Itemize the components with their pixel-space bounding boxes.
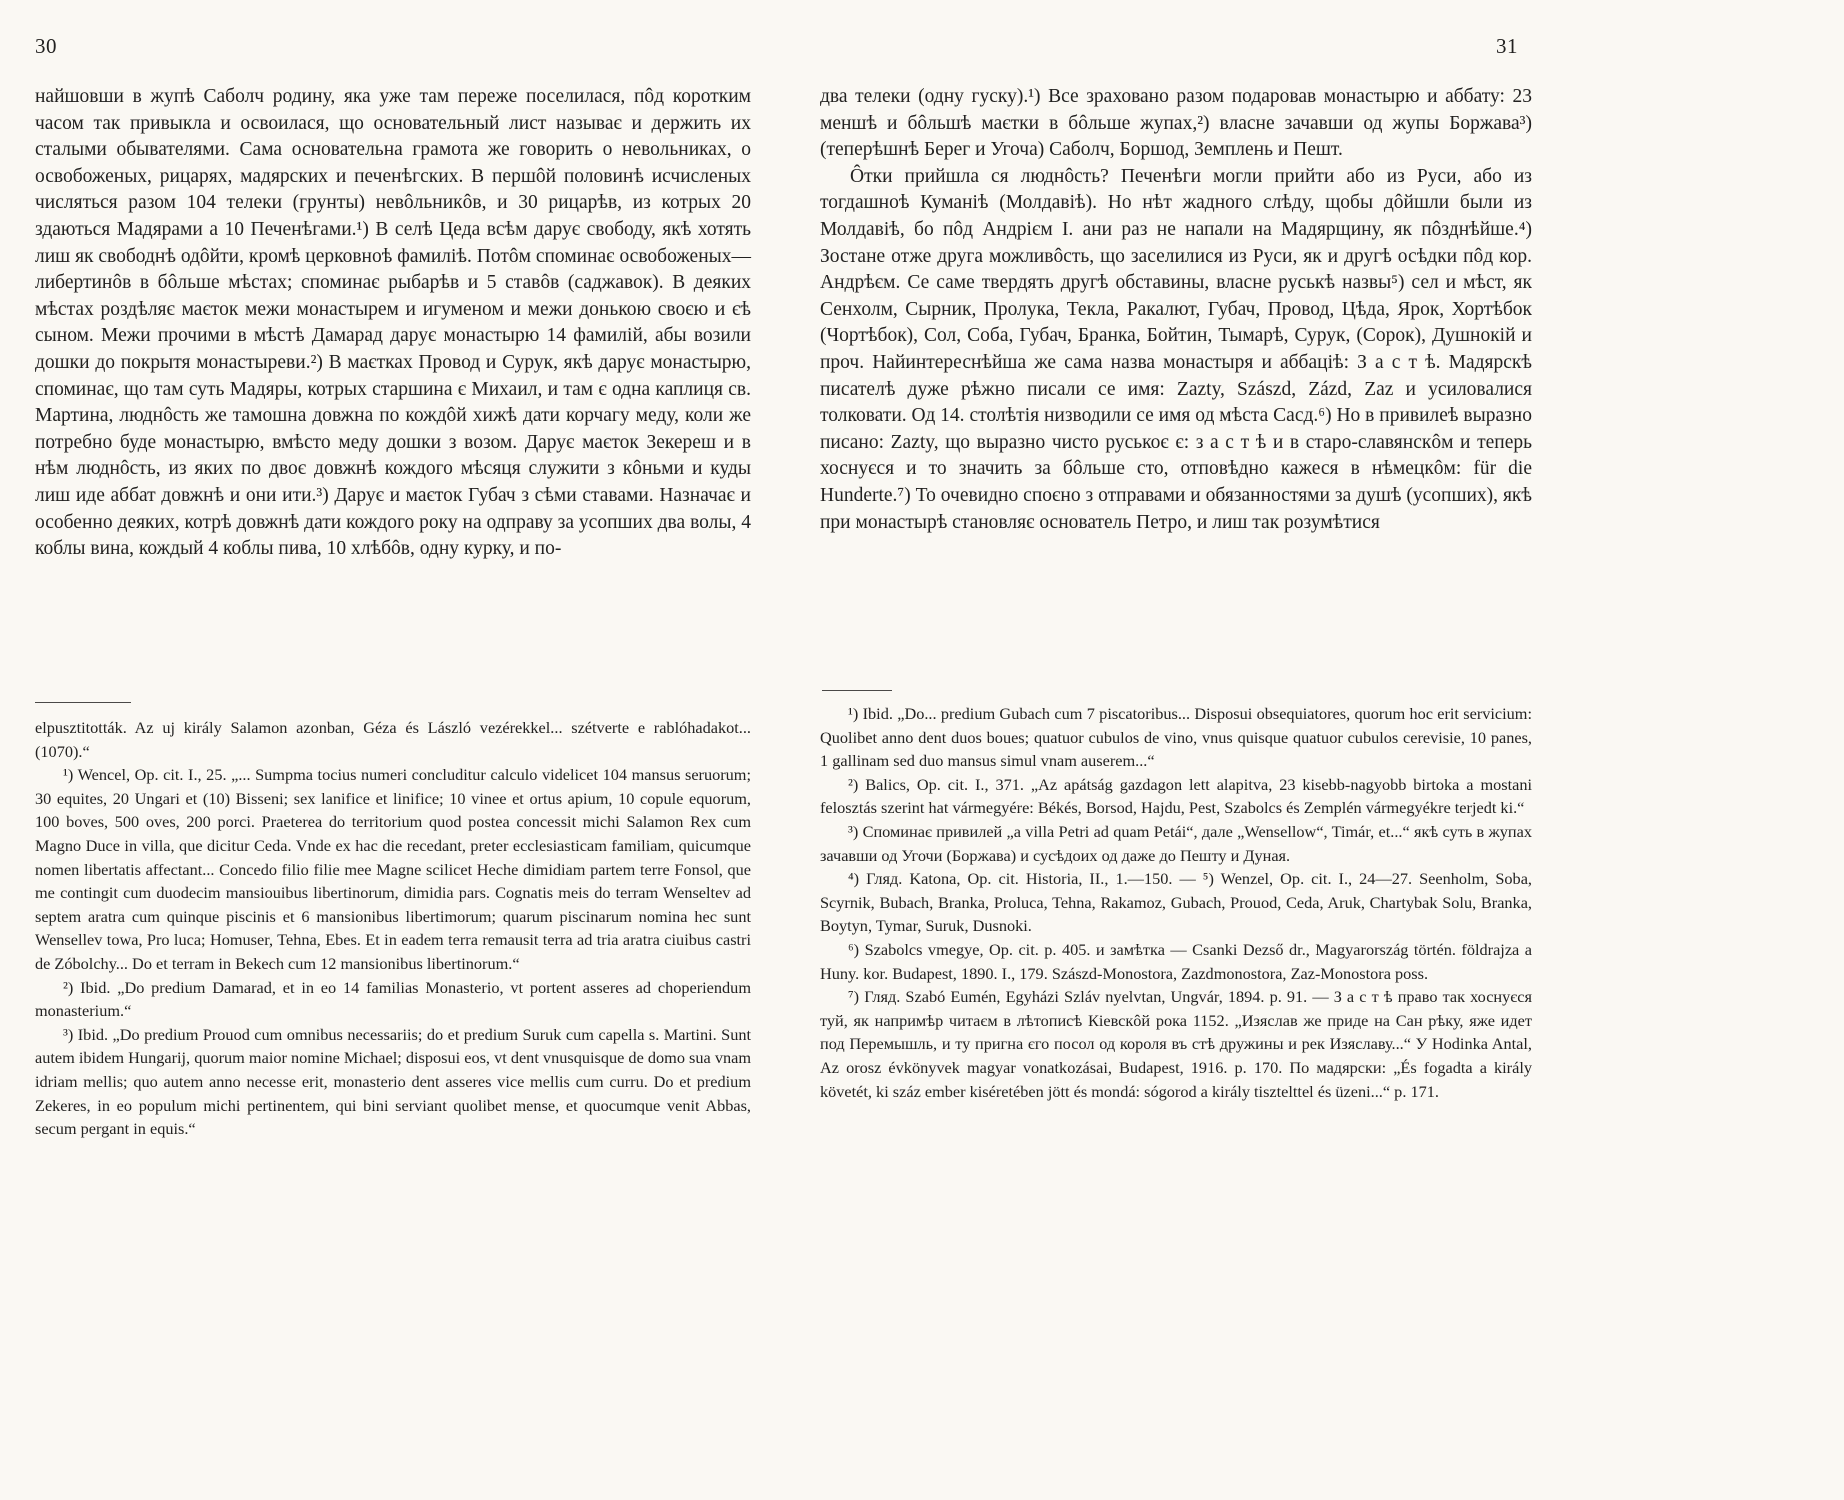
footnote-6: ⁶) Szabolcs vmegye, Op. cit. p. 405. и замѣтка — Csanki Dezső dr., Magyarország történ. földrajza a Huny. kor. Budapest, 1890. I., 179. Szászd-Monostora, Zazdmonostora, Zaz-Monostora poss. (820, 939, 1532, 983)
footnote-3: ³) Споминає привилей „a villa Petri ad quam Petái“, дале „Wensellow“, Timár, et...“ якѣ суть в жупах зачавши од Угочи (Боржава) и сусѣдоих од даже до Пешту и Дуная. (820, 821, 1532, 865)
footnote-separator (35, 702, 131, 703)
footnote-continuation: elpusztitották. Az uj király Salamon azonban, Géza és László vezérekkel... szétverte e rablóhadakot... (1070).“ (35, 718, 751, 761)
paragraph: найшовши в жупѣ Саболч родину, яка уже там переже поселилася, пôд коротким часом так привыкла и освоилася, що основательный лист называє и держить их сталыми обывателями. Сама основательна грамота же говорить о невольниках, о освобоженых, рицарях, мадярских и печенѣгских. В першôй половинѣ исчисленых числяться разом 104 телеки (грунты) невôльникôв, и 30 рицарѣв, из котрых 20 здаються Мадярами а 10 Печенѣгами.¹) В селѣ Цеда всѣм дарує свободу, якѣ хотять лиш як свободнѣ одôйти, кромѣ церковноѣ фамиліѣ. Потôм споминає освобоженых—либертинôв в бôльше мѣстах; споминає рыбарѣв и 5 ставôв (саджавок). В деяких мѣстах роздѣляє маєток межи монастырем и игуменом и межи донькою своєю и єѣ сыном. Межи прочими в мѣстѣ Дамарад дарує монастырю 14 фамилій, абы возили дошки до покрытя монастыреви.²) В маєтках Провод и Сурук, якѣ дарує монастырю, споминає, що там суть Мадяры, котрых старшина є Михаил, и там є одна каплиця св. Мартина, люднôсть же тамошна довжна по кождôй хижѣ дати корчагу меду, коли же потребно буде монастырю, вмѣсто меду дошки з возом. Дарує маєток Зекереш и в нѣм люднôсть, из яких по двоє довжнѣ кождого мѣсяця служити з кôньми и куды лиш иде аббат довжнѣ и они ити.³) Дарує и маєток Губач з сѣми ставами. Назначає и особенно деяких, котрѣ довжнѣ дати кождого року на одправу за усопших два волы, 4 коблы вина, кождый 4 коблы пива, 10 хлѣбôв, одну курку, и по- (35, 86, 751, 560)
paragraph: два телеки (одну гуску).¹) Все зраховано разом подаровав монастырю и аббату: 23 меншѣ и бôльшѣ маєтки в бôльше жупах,²) власне зачавши од жупы Боржава³) (теперѣшнѣ Берег и Угоча) Саболч, Боршод, Земплень и Пешт. (820, 86, 1532, 161)
paragraph: Ôтки прийшла ся люднôсть? Печенѣги могли прийти або из Руси, або из тогдашноѣ Куманіѣ (Молдавіѣ). Но нѣт жадного слѣду, щобы дôйшли были из Молдавіѣ, бо пôд Андрієм I. ани раз не напали на Мадярщину, як пôзднѣйше.⁴) Зостане отже друга можливôсть, що заселилися из Руси, як и другѣ осѣдки пôд кор. Андрѣєм. Се саме твердять другѣ обставины, власне руськѣ назвы⁵) сел и мѣст, як Сенхолм, Сырник, Пролука, Текла, Ракалют, Губач, Провод, Цѣда, Ярок, Хортѣбок (Чортѣбок), Сол, Соба, Губач, Бранка, Бойтин, Тымарѣ, Сурук, (Сорок), Душнокій и проч. Найинтереснѣйша же сама назва монастыря и аббаціѣ: З а с т ѣ. Мадярскѣ писателѣ дуже рѣжно писали се имя: Zazty, Szászd, Zázd, Zaz и усиловалися толковати. Од 14. столѣтія низводили се имя од мѣста Сасд.⁶) Но в привилеѣ выразно писано: Zazty, що выразно чисто руськоє є: з а с т ѣ и в старо-славянскôм и теперь хоснуєся и то значить за бôльше сто, отповѣдно кажеся в нѣмецкôм: für die Hunderte.⁷) То очевидно споєно з отправами и обязанностями за душѣ (усопших), якѣ при монастырѣ становляє основатель Петро, и лиш так розумѣтися (820, 165, 1532, 533)
page-number-left: 30 (35, 34, 57, 58)
footnote-1: ¹) Ibid. „Do... predium Gubach cum 7 piscatoribus... Disposui obsequiatores, quorum hoc erit servicium: Quolibet anno dent duos boues; quatuor cubulos de vino, vnus quisque quatuor cubulos cerevisie, 10 panes, 1 gallinam sed duo mansus simul vnam auserem...“ (820, 704, 1532, 771)
footnote-separator (822, 690, 892, 691)
page-number-right: 31 (1496, 34, 1518, 58)
footnote-3: ³) Ibid. „Do predium Prouod cum omnibus necessariis; do et predium Suruk cum capella s. Martini. Sunt autem ibidem Hungarij, quorum maior nomine Michael; disposui eos, vt dent vnusquisque de domo sua vnam idriam mellis; quo autem anno necesse erit, monasterio dent asseres vice mellis cum curru. Do et predium Zekeres, in eo populum michi pertinentem, qui bini serviant quolibet mense, et quocumque venit Abbas, secum pergant in equis.“ (35, 1024, 751, 1139)
footnote-7: ⁷) Гляд. Szabó Eumén, Egyházi Szláv nyelvtan, Ungvár, 1894. p. 91. — З а с т ѣ право так хоснуєся туй, як напримѣр читаєм в лѣтописѣ Кіевскôй рока 1152. „Изяслав же приде на Сан рѣку, яже идет под Перемышль, и ту пригна єго посол од короля въ стѣ дружины и рек Изяславу...“ У Hodinka Antal, Az orosz évkönyvek magyar vonatkozásai, Budapest, 1916. p. 170. По мадярски: „És fogadta a király követét, ki száz ember kiséretében jött és mondá: sógorod a király tisztelttel és üzeni...“ p. 171. (820, 987, 1532, 1101)
page-30-footnotes (35, 716, 751, 1141)
footnote-4-5: ⁴) Гляд. Katona, Op. cit. Historia, II., 1.—150. — ⁵) Wenzel, Op. cit. I., 24—27. Seenholm, Soba, Scyrnik, Bubach, Branka, Proluca, Tehna, Rakamoz, Gubach, Prouod, Ceda, Aruk, Chartybak Solu, Branka, Boytyn, Tymar, Suruk, Dusnoki. (820, 869, 1532, 936)
footnote-1: ¹) Wencel, Op. cit. I., 25. „... Sumpma tocius numeri concluditur calculo videlicet 104 mansus seruorum; 30 equites, 20 Ungari et (10) Bisseni; sex lanifice et linifice; 10 vinee et ortus apium, 10 copule equorum, 100 boves, 500 oves, 200 porci. Praeterea do territorium quod postea concessit michi Salamon Rex cum Magno Duce in villa, que dicitur Ceda. Vnde ex hac die recedant, preter ecclesiasticam familiam, quicumque nomen libertatis affectant... Concedo filio filie mee Magne scilicet Heche dimidiam partem terre Fonsol, que me contingit cum duodecim mansiouibus libertinorum, dimidia pars. Cognatis meis do terram Wenseltev ad septem aratra cum quinque piscinis et 6 mansionibus libertimorum; quarum piscinarum nomina hec sunt Wensellev towa, Pro luca; Homuser, Tehna, Ebes. Et in eadem terra remausit terra ad tria aratra ciuibus castri de Zóbolchy... Do et terram in Bekech cum 12 mansionibus libertinorum.“ (35, 765, 751, 973)
page-31-body (820, 84, 1532, 536)
page-31-footnotes (820, 702, 1532, 1103)
page-30-body (35, 84, 751, 563)
footnote-2: ²) Ibid. „Do predium Damarad, et in eo 14 familias Monasterio, vt portent asseres ad choperiendum monasterium.“ (35, 977, 751, 1021)
footnote-2: ²) Balics, Op. cit. I., 371. „Az apátság gazdagon lett alapitva, 23 kisebb-nagyobb birtoka a mostani felosztás szerint hat vármegyére: Békés, Borsod, Hajdu, Pest, Szabolcs és Zemplén vármegyékre terjedt ki.“ (820, 774, 1532, 818)
